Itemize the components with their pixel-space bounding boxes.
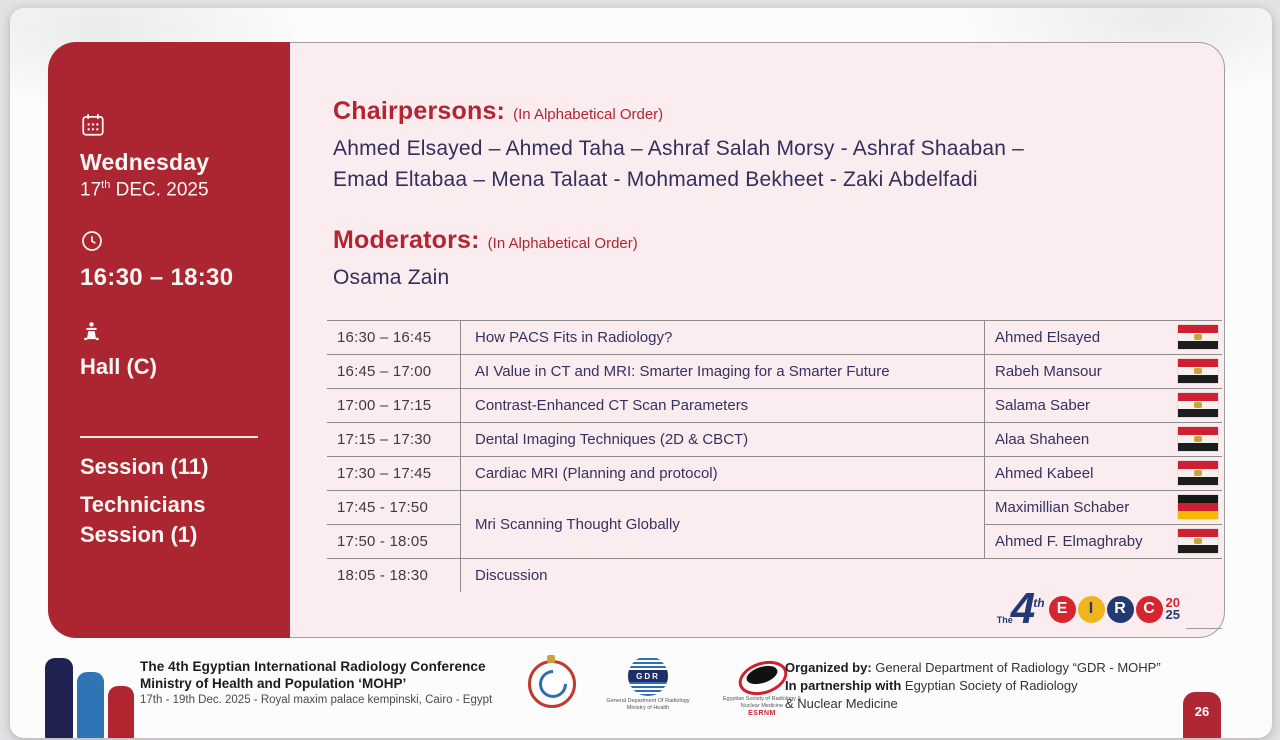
speaker-name: Rabeh Mansour (995, 362, 1102, 380)
gdr-logo (628, 656, 668, 696)
speaker-name: Ahmed Elsayed (995, 328, 1101, 346)
esrnm-label: ESRNM (748, 710, 776, 718)
session-day: Wednesday (80, 149, 210, 175)
date-rest: DEC. 2025 (110, 179, 209, 201)
session-schedule-table (327, 320, 1222, 592)
bar-navy (45, 658, 73, 738)
talk-time: 17:45 - 17:50 (327, 490, 461, 524)
session-date (80, 179, 270, 201)
bar-blue (77, 672, 104, 738)
speaker-name: Alaa Shaheen (995, 430, 1090, 448)
chairpersons-order-note: (In Alphabetical Order) (513, 106, 664, 123)
date-number: 17 (80, 179, 102, 201)
moderators-names: Osama Zain (333, 265, 450, 289)
session-hall: Hall (C) (80, 354, 157, 380)
eirc-letter-e: E (1049, 596, 1076, 623)
partner-logos (528, 656, 804, 717)
moderators-label: Moderators: (333, 225, 480, 254)
eirc-year: 20 25 (1165, 594, 1180, 622)
egypt-flag-icon (1178, 393, 1218, 417)
conference-info (140, 659, 492, 706)
organized-by-label: Organized by: (785, 660, 872, 675)
talk-time: 17:00 – 17:15 (327, 388, 461, 422)
sidebar-divider (80, 436, 258, 438)
session-main (290, 42, 1225, 638)
speaker-name: Ahmed Kabeel (995, 464, 1094, 482)
conference-dates-venue: 17th - 19th Dec. 2025 - Royal maxim palace kempinski, Cairo - Egypt (140, 694, 493, 706)
egypt-flag-icon (1178, 461, 1218, 485)
talk-topic: How PACS Fits in Radiology? (461, 320, 985, 354)
partnership-label: In partnership with (785, 678, 902, 694)
talk-time: 17:30 – 17:45 (327, 456, 461, 490)
session-time-range: 16:30 – 18:30 (80, 264, 234, 292)
esrnm-logo (736, 658, 788, 694)
egypt-flag-icon (1178, 359, 1218, 383)
eirc-logo-the: The (996, 615, 1013, 625)
chairpersons-label: Chairpersons: (333, 97, 506, 125)
talk-topic: AI Value in CT and MRI: Smarter Imaging for a Smarter Future (461, 354, 985, 388)
eirc-letter-r: R (1107, 596, 1134, 623)
gdr-logo-block (606, 656, 690, 712)
talk-topic: Cardiac MRI (Planning and protocol) (461, 456, 985, 490)
table-row (327, 354, 1222, 388)
conference-ministry: Ministry of Health and Population ‘MOHP’ (140, 676, 407, 691)
speaker-name: Salama Saber (995, 396, 1091, 414)
chairpersons-names: Ahmed Elsayed – Ahmed Taha – Ashraf Salah Morsy - Ashraf Shaaban – Emad Eltabaa – Mena Talaat - Mohmamed Bekheet - Zaki Abdelfadi (333, 137, 1025, 191)
egypt-flag-icon (1178, 529, 1218, 553)
table-row (327, 490, 1222, 524)
talk-speaker-cell (985, 422, 1223, 456)
partnership-text: Egyptian Society of Radiology (901, 678, 1078, 694)
talk-time: 16:45 – 17:00 (327, 354, 461, 388)
talk-speaker-cell (985, 388, 1223, 422)
talk-speaker-cell (985, 354, 1223, 388)
eirc-logo-4: 4th (1010, 584, 1045, 633)
footer (10, 648, 1272, 738)
table-row (327, 422, 1222, 456)
talk-time: 18:05 - 18:30 (327, 558, 461, 592)
eirc-letter-c: C (1136, 596, 1163, 623)
moderators-heading (333, 226, 1224, 255)
eirc-letter-i: I (1078, 596, 1105, 623)
talk-topic: Discussion (461, 558, 1223, 592)
germany-flag-icon (1178, 495, 1218, 519)
moderators-order-note: (In Alphabetical Order) (487, 234, 638, 252)
calendar-icon (80, 112, 270, 143)
talk-topic: Contrast-Enhanced CT Scan Parameters (461, 388, 985, 422)
speaker-name: Maximillian Schaber (995, 498, 1130, 516)
eirc-logo-number (996, 584, 1045, 633)
egypt-flag-icon (1178, 325, 1218, 349)
table-row (327, 456, 1222, 490)
bar-red (108, 686, 134, 738)
esrnm-caption: Egyptian Society of Radiology & Nuclear Medicine (722, 696, 802, 710)
talk-time: 16:30 – 16:45 (327, 320, 461, 354)
talk-speaker-cell (985, 490, 1223, 524)
speaker-name: Ahmed F. Elmaghraby (995, 532, 1143, 550)
organized-by-block (785, 659, 1161, 714)
page-number-tab (1183, 692, 1221, 738)
conference-title: The 4th Egyptian International Radiology Conference (140, 659, 486, 674)
slide-card (10, 8, 1272, 738)
eirc-2025-logo (996, 583, 1180, 635)
partnership-line2: & Nuclear Medicine (785, 696, 898, 712)
talk-speaker-cell (985, 456, 1223, 490)
session-subtitle: Technicians Session (1) (80, 492, 206, 547)
organized-by-line (785, 659, 1161, 677)
ministry-of-health-logo (528, 660, 576, 708)
egypt-flag-icon (1178, 427, 1218, 451)
chairpersons-heading (333, 97, 1224, 126)
date-ordinal: th (101, 179, 111, 191)
talk-speaker-cell (985, 320, 1223, 354)
talk-speaker-cell (985, 524, 1223, 558)
organized-by-text: General Department of Radiology “GDR - MOHP” (871, 660, 1161, 675)
session-sidebar (48, 42, 290, 638)
gdr-caption: General Department Of Radiology Ministry of Health (606, 698, 690, 712)
page-number: 26 (1194, 704, 1210, 719)
eirc-underline (1186, 628, 1222, 629)
talk-time: 17:50 - 18:05 (327, 524, 461, 558)
session-number: Session (11) (80, 454, 209, 480)
talk-topic: Dental Imaging Techniques (2D & CBCT) (461, 422, 985, 456)
hall-podium-icon (80, 320, 270, 348)
gdr-logo-label: GDR (628, 670, 668, 682)
talk-time: 17:15 – 17:30 (327, 422, 461, 456)
partnership-line (785, 677, 1161, 695)
session-panel (48, 42, 1225, 638)
clock-icon (80, 229, 270, 258)
table-row (327, 320, 1222, 354)
table-row (327, 388, 1222, 422)
talk-topic-merged: Mri Scanning Thought Globally (461, 490, 985, 558)
